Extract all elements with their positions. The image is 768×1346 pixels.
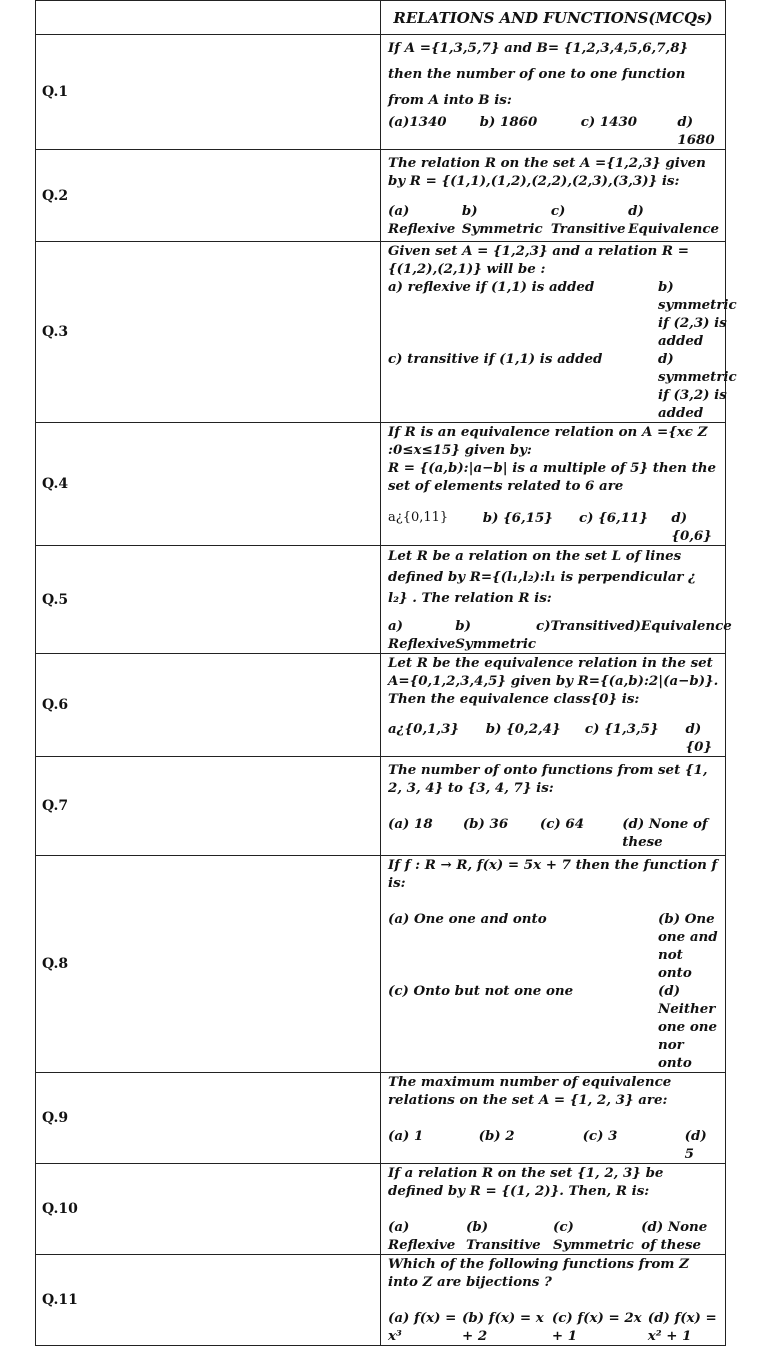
option-d: d) {0,6} xyxy=(671,510,712,544)
option-b: (b) 2 xyxy=(478,1128,515,1144)
option-b: (b) Transitive xyxy=(466,1219,541,1253)
option-c: (c) 64 xyxy=(539,816,585,832)
question-body xyxy=(381,546,732,654)
question-number: Q.6 xyxy=(36,654,381,757)
question-row xyxy=(36,856,726,1073)
question-text-line-1: If R is an equivalence relation on A ={xϵ Z :0≤x≤15} given by: xyxy=(388,424,708,458)
question-number: Q.7 xyxy=(36,757,381,856)
option-c: c) {6,11} xyxy=(578,510,648,526)
options xyxy=(388,509,719,545)
option-c: (c) Onto but not one one xyxy=(388,983,574,999)
question-row xyxy=(36,150,726,242)
option-b: b) {6,15} xyxy=(482,510,553,526)
options xyxy=(388,815,719,851)
options xyxy=(388,202,719,238)
option-b: b) Symmetric xyxy=(461,202,543,237)
question-text-line-2: Then the equivalence class{0} is: xyxy=(388,691,640,707)
option-c: c)Transitive xyxy=(536,618,626,634)
option-a: (a) One one and onto xyxy=(388,911,547,927)
option-d: (d) f(x) = x² + 1 xyxy=(647,1310,717,1344)
option-d: d)Equivalence xyxy=(625,618,732,634)
option-d: d) Equivalence xyxy=(628,202,720,237)
question-row xyxy=(36,1255,726,1346)
question-text-line-2: R = {(a,b):|a−b| is a multiple of 5} then the set of elements related to 6 are xyxy=(388,460,717,494)
question-row xyxy=(36,1164,726,1255)
option-a: (a) 18 xyxy=(388,816,433,832)
option-d: d) {0} xyxy=(685,721,713,755)
option-c: c) transitive if (1,1) is added xyxy=(388,351,603,367)
question-text: If A ={1,3,5,7} and B= {1,2,3,4,5,6,7,8} then the number of one to one function from A into B is: xyxy=(388,40,689,108)
blank-corner-cell xyxy=(36,1,381,35)
question-number: Q.11 xyxy=(36,1255,381,1346)
option-d: (d) None of these xyxy=(641,1219,708,1253)
question-number: Q.5 xyxy=(36,546,381,654)
question-body xyxy=(381,1073,726,1164)
options xyxy=(388,720,719,756)
option-a: (a) Reflexive xyxy=(388,202,456,237)
question-text: If a relation R on the set {1, 2, 3} be defined by R = {(1, 2)}. Then, R is: xyxy=(388,1165,664,1199)
options xyxy=(388,910,719,1072)
option-b: b) symmetric if (2,3) is added xyxy=(658,279,737,349)
question-row xyxy=(36,546,726,654)
question-row xyxy=(36,654,726,757)
option-a: (a) f(x) = x³ xyxy=(388,1310,457,1344)
question-row xyxy=(36,757,726,856)
option-d: d) 1680 xyxy=(677,114,715,148)
option-a: a¿{0,1,3} xyxy=(388,721,460,737)
option-c: (c) Symmetric xyxy=(553,1219,634,1253)
page-title: RELATIONS AND FUNCTIONS(MCQs) xyxy=(381,1,726,35)
question-text: If f : R → R, f(x) = 5x + 7 then the function f is: xyxy=(388,857,718,891)
question-number: Q.8 xyxy=(36,856,381,1073)
question-body xyxy=(381,242,737,423)
option-b: (b) f(x) = x + 2 xyxy=(462,1310,544,1344)
option-d: (d) Neither one one nor onto xyxy=(658,983,718,1071)
question-body xyxy=(381,423,726,546)
question-number: Q.4 xyxy=(36,423,381,546)
option-b: b) Symmetric xyxy=(455,618,537,652)
options xyxy=(388,1309,719,1345)
question-body xyxy=(381,757,726,856)
option-b: b) {0,2,4} xyxy=(485,721,561,737)
option-a: a) reflexive if (1,1) is added xyxy=(388,279,595,295)
option-c: (c) f(x) = 2x + 1 xyxy=(551,1310,642,1344)
question-body xyxy=(381,150,726,242)
option-c: c) {1,3,5} xyxy=(584,721,659,737)
option-b: (b) 36 xyxy=(462,816,509,832)
question-body xyxy=(381,1164,726,1255)
question-text: The maximum number of equivalence relations on the set A = {1, 2, 3} are: xyxy=(388,1074,672,1108)
option-d: (d) 5 xyxy=(684,1128,707,1162)
question-text: The number of onto functions from set {1, 2, 3, 4} to {3, 4, 7} is: xyxy=(388,762,708,796)
question-number: Q.1 xyxy=(36,35,381,150)
option-a: a) Reflexive xyxy=(388,618,456,652)
question-text: The relation R on the set A ={1,2,3} given by R = {(1,1),(1,2),(2,2),(2,3),(3,3)} is: xyxy=(388,154,706,189)
option-a: (a)1340 xyxy=(388,114,447,130)
question-number: Q.9 xyxy=(36,1073,381,1164)
question-text: Given set A = {1,2,3} and a relation R = {(1,2),(2,1)} will be : xyxy=(388,243,689,277)
option-c: c) 1430 xyxy=(580,114,638,130)
question-number: Q.2 xyxy=(36,150,381,242)
question-number: Q.10 xyxy=(36,1164,381,1255)
option-c: (c) 3 xyxy=(582,1128,618,1144)
option-c: c) Transitive xyxy=(550,202,626,237)
option-b: b) 1860 xyxy=(479,114,538,130)
option-a: a¿{0,11} xyxy=(388,510,449,525)
options xyxy=(388,113,719,149)
option-d: (d) None of these xyxy=(622,816,708,850)
question-row xyxy=(36,35,726,150)
mcq-table xyxy=(35,0,737,1346)
question-row xyxy=(36,1073,726,1164)
options xyxy=(388,1127,719,1163)
title-row xyxy=(36,1,726,35)
options xyxy=(388,278,737,422)
question-text: Let R be a relation on the set L of lines defined by R={(l₁,l₂):l₁ is perpendicular ¿ l₂} . The relation R is: xyxy=(388,548,696,606)
question-row xyxy=(36,423,726,546)
question-number: Q.3 xyxy=(36,242,381,423)
question-body xyxy=(381,654,726,757)
question-text-line-1: Let R be the equivalence relation in the set A={0,1,2,3,4,5} given by R={(a,b):2|(a−b)}. xyxy=(388,655,719,689)
question-text: Which of the following functions from Z into Z are bijections ? xyxy=(388,1256,689,1290)
option-a: (a) Reflexive xyxy=(388,1219,456,1253)
option-a: (a) 1 xyxy=(388,1128,424,1144)
options xyxy=(388,1218,719,1254)
question-row xyxy=(36,242,726,423)
options xyxy=(388,617,732,653)
question-body xyxy=(381,1255,726,1346)
option-d: d) symmetric if (3,2) is added xyxy=(658,351,737,421)
question-body xyxy=(381,856,726,1073)
option-b: (b) One one and not onto xyxy=(658,911,718,981)
question-body xyxy=(381,35,726,150)
